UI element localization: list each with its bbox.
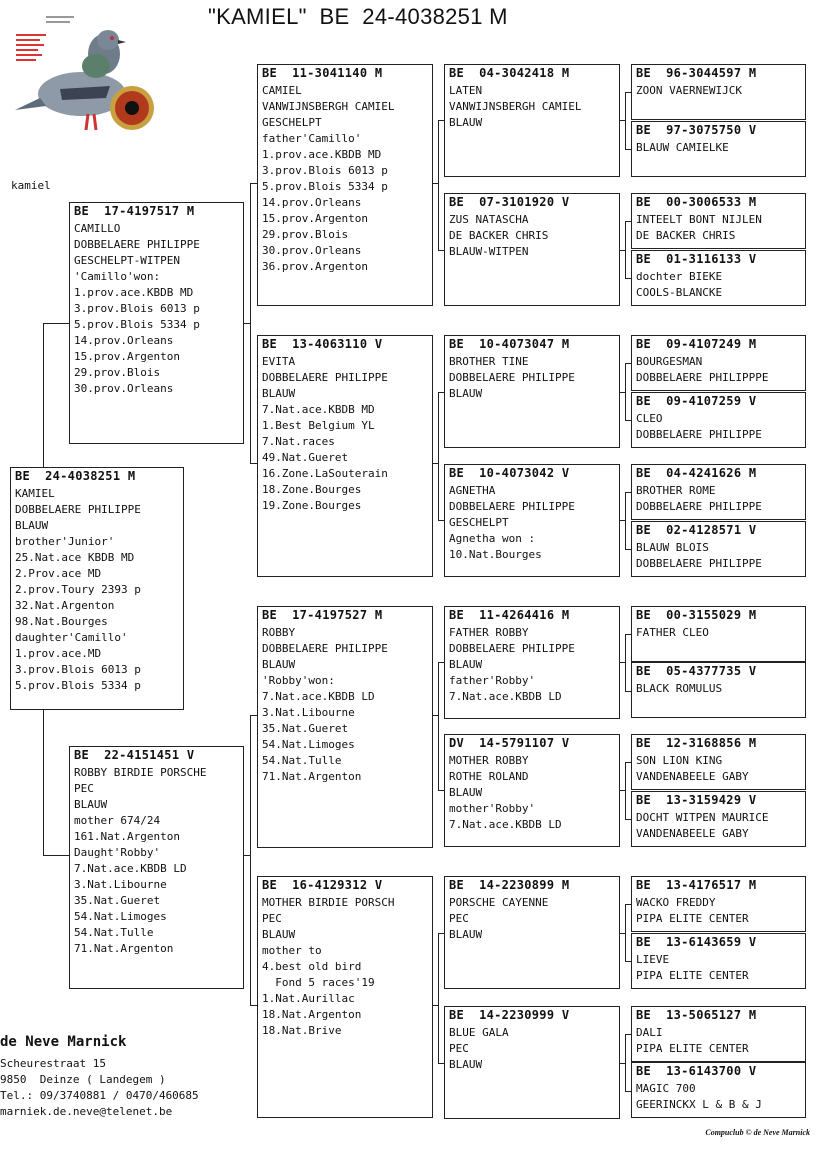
card-details [636, 212, 801, 244]
ring-number: BE 13-4176517 M [636, 878, 757, 892]
detail-line: 'Camillo'won: [74, 270, 161, 283]
detail-line: 71.Nat.Argenton [74, 942, 174, 955]
detail-line: BLAUW [262, 387, 296, 400]
detail-line: BROTHER TINE [449, 355, 529, 368]
breeder-street: Scheurestraat 15 [0, 1057, 106, 1070]
pedigree-card-ancestor [631, 734, 806, 790]
detail-line: 3.prov.Blois 6013 p [15, 663, 141, 676]
connector [438, 662, 439, 790]
card-details [262, 83, 428, 275]
detail-line: 14.prov.Orleans [262, 196, 362, 209]
detail-line: 7.Nat.races [262, 435, 335, 448]
connector [43, 710, 44, 855]
connector [438, 120, 439, 250]
connector [625, 492, 626, 549]
detail-line: 1.Best Belgium YL [262, 419, 375, 432]
detail-line: BLAUW [449, 658, 483, 671]
detail-line: GESCHELPT [449, 516, 509, 529]
detail-line: 18.Zone.Bourges [262, 483, 362, 496]
ring-number: BE 13-6143659 V [636, 935, 757, 949]
pedigree-card-ancestor [631, 933, 806, 989]
connector [250, 715, 251, 1005]
detail-line: Fond 5 races'19 [262, 976, 375, 989]
pedigree-card-great-grandparent [444, 335, 620, 448]
detail-line: DOBBELAERE PHILIPPE [74, 238, 200, 251]
detail-line: MAGIC 700 [636, 1082, 696, 1095]
connector [250, 183, 251, 463]
detail-line: DOBBELAERE PHILIPPE [636, 428, 762, 441]
detail-line: 29.prov.Blois [74, 366, 161, 379]
connector [625, 221, 626, 278]
detail-line: 1.prov.ace.MD [15, 647, 102, 660]
detail-line: father'Camillo' [262, 132, 362, 145]
pedigree-card-grandparent [257, 64, 433, 306]
detail-line: 3.prov.Blois 6013 p [262, 164, 388, 177]
detail-line: 18.Nat.Argenton [262, 1008, 362, 1021]
ring-number: BE 09-4107259 V [636, 394, 757, 408]
detail-line: DOBBELAERE PHILIPPE [15, 503, 141, 516]
detail-line: LATEN [449, 84, 483, 97]
detail-line: KAMIEL [15, 487, 55, 500]
detail-line: 161.Nat.Argenton [74, 830, 180, 843]
detail-line: 14.prov.Orleans [74, 334, 174, 347]
pedigree-card-ancestor [631, 1006, 806, 1062]
detail-line: GESCHELPT [262, 116, 322, 129]
detail-line: Agnetha won : [449, 532, 536, 545]
detail-line: 54.Nat.Tulle [262, 754, 342, 767]
detail-line: BLAUW-WITPEN [449, 245, 529, 258]
ring-number: BE 22-4151451 V [74, 748, 195, 762]
card-details [636, 952, 801, 984]
detail-line: BLAUW [262, 658, 296, 671]
ring-number: BE 09-4107249 M [636, 337, 757, 351]
detail-line: PEC [262, 912, 282, 925]
ring-number: BE 02-4128571 V [636, 523, 757, 537]
ring-number: BE 96-3044597 M [636, 66, 757, 80]
detail-line: DOBBELAERE PHILIPPE [449, 371, 575, 384]
pedigree-card-great-grandparent [444, 606, 620, 719]
ring-number: BE 24-4038251 M [15, 469, 136, 483]
detail-line: 10.Nat.Bourges [449, 548, 542, 561]
ring-number: BE 11-4264416 M [449, 608, 570, 622]
card-details [636, 140, 801, 156]
ring-number: BE 00-3006533 M [636, 195, 757, 209]
detail-line: ROBBY [262, 626, 296, 639]
card-details [262, 625, 428, 785]
detail-line: ROTHE ROLAND [449, 770, 529, 783]
detail-line: DOCHT WITPEN MAURICE [636, 811, 769, 824]
ring-number: BE 05-4377735 V [636, 664, 757, 678]
detail-line: 2.Prov.ace MD [15, 567, 102, 580]
ring-number: BE 13-3159429 V [636, 793, 757, 807]
card-details [262, 895, 428, 1039]
pedigree-card-ancestor [631, 662, 806, 718]
detail-line: 25.Nat.ace KBDB MD [15, 551, 135, 564]
copyright-credit: Compuclub © de Neve Marnick [705, 1128, 810, 1137]
detail-line: 7.Nat.ace.KBDB LD [449, 690, 562, 703]
detail-line: 30.prov.Orleans [262, 244, 362, 257]
breeder-info [0, 1034, 199, 1120]
detail-line: VANDENABEELE GABY [636, 770, 749, 783]
detail-line: BLUE GALA [449, 1026, 509, 1039]
detail-line: PIPA ELITE CENTER [636, 1042, 749, 1055]
detail-line: 54.Nat.Tulle [74, 926, 154, 939]
card-details [636, 483, 801, 515]
detail-line: 4.best old bird [262, 960, 362, 973]
connector [625, 762, 626, 819]
detail-line: 19.Zone.Bourges [262, 499, 362, 512]
card-details [449, 625, 615, 705]
card-details [636, 1081, 801, 1113]
detail-line: 3.prov.Blois 6013 p [74, 302, 200, 315]
card-details [636, 269, 801, 301]
detail-line: ZOON VAERNEWIJCK [636, 84, 742, 97]
detail-line: DOBBELAERE PHILIPPE [449, 642, 575, 655]
detail-line: DOBBELAERE PHILIPPE [262, 642, 388, 655]
pedigree-card-ancestor [631, 392, 806, 448]
pedigree-card-ancestor [631, 791, 806, 847]
ring-number: BE 00-3155029 M [636, 608, 757, 622]
detail-line: DE BACKER CHRIS [449, 229, 549, 242]
ring-number: BE 14-2230999 V [449, 1008, 570, 1022]
detail-line: PIPA ELITE CENTER [636, 912, 749, 925]
card-details [636, 83, 801, 99]
detail-line: DOBBELAERE PHILIPPE [449, 500, 575, 513]
card-details [636, 540, 801, 572]
connector [625, 92, 626, 149]
detail-line: BLAUW [449, 786, 483, 799]
detail-line: PORSCHE CAYENNE [449, 896, 549, 909]
connector [43, 855, 70, 856]
detail-line: BLAUW [262, 928, 296, 941]
ring-number: BE 11-3041140 M [262, 66, 383, 80]
detail-line: ROBBY BIRDIE PORSCHE [74, 766, 207, 779]
detail-line: VANDENABEELE GABY [636, 827, 749, 840]
detail-line: 35.Nat.Gueret [262, 722, 349, 735]
detail-line: MOTHER BIRDIE PORSCH [262, 896, 395, 909]
connector [43, 323, 44, 468]
detail-line: 3.Nat.Libourne [262, 706, 355, 719]
card-details [636, 354, 801, 386]
detail-line: mother'Robby' [449, 802, 536, 815]
pedigree-card-great-grandparent [444, 734, 620, 847]
detail-line: CLEO [636, 412, 663, 425]
ring-number: BE 17-4197517 M [74, 204, 195, 218]
detail-line: PEC [449, 1042, 469, 1055]
breeder-name: de Neve Marnick [0, 1034, 127, 1050]
pedigree-card-ancestor [631, 521, 806, 577]
breeder-phone: Tel.: 09/3740881 / 0470/460685 [0, 1089, 199, 1102]
pedigree-card-ancestor [631, 876, 806, 932]
pedigree-card-ancestor [631, 606, 806, 662]
detail-line: AGNETHA [449, 484, 496, 497]
detail-line: 54.Nat.Limoges [262, 738, 355, 751]
ring-number: BE 07-3101920 V [449, 195, 570, 209]
detail-line: dochter BIEKE [636, 270, 723, 283]
detail-line: DALI [636, 1026, 663, 1039]
detail-line: 32.Nat.Argenton [15, 599, 115, 612]
ring-number: BE 13-4063110 V [262, 337, 383, 351]
detail-line: BLAUW [449, 116, 483, 129]
detail-line: 7.Nat.ace.KBDB LD [449, 818, 562, 831]
connector [625, 904, 626, 961]
detail-line: DOBBELAERE PHILIPPE [636, 557, 762, 570]
detail-line: daughter'Camillo' [15, 631, 128, 644]
detail-line: 15.prov.Argenton [262, 212, 368, 225]
detail-line: 71.Nat.Argenton [262, 770, 362, 783]
detail-line: SON LION KING [636, 754, 723, 767]
detail-line: 7.Nat.ace.KBDB LD [262, 690, 375, 703]
detail-line: BLAUW [449, 387, 483, 400]
detail-line: CAMILLO [74, 222, 121, 235]
ring-number: BE 04-4241626 M [636, 466, 757, 480]
card-details [636, 810, 801, 842]
detail-line: DOBBELAERE PHILIPPPE [636, 371, 769, 384]
ring-number: BE 13-6143700 V [636, 1064, 757, 1078]
detail-line: GEERINCKX L & B & J [636, 1098, 762, 1111]
detail-line: BOURGESMAN [636, 355, 703, 368]
card-details [449, 354, 615, 402]
pedigree-card-ancestor [631, 335, 806, 391]
pedigree-card-mother [69, 746, 244, 989]
detail-line: father'Robby' [449, 674, 536, 687]
card-details [636, 625, 801, 641]
eye-image [110, 86, 154, 130]
ring-number: BE 01-3116133 V [636, 252, 757, 266]
detail-line: 5.prov.Blois 5334 p [15, 679, 141, 692]
pedigree-card-great-grandparent [444, 1006, 620, 1119]
detail-line: GESCHELPT-WITPEN [74, 254, 180, 267]
ring-number: BE 13-5065127 M [636, 1008, 757, 1022]
detail-line: LIEVE [636, 953, 670, 966]
detail-line: mother 674/24 [74, 814, 161, 827]
pedigree-card-ancestor [631, 193, 806, 249]
breeder-email[interactable]: marniek.de.neve@telenet.be [0, 1105, 173, 1118]
detail-line: 7.Nat.ace.KBDB LD [74, 862, 187, 875]
ring-number: BE 12-3168856 M [636, 736, 757, 750]
card-details [74, 221, 239, 397]
pedigree-card-great-grandparent [444, 876, 620, 989]
detail-line: mother to [262, 944, 322, 957]
ring-number: BE 04-3042418 M [449, 66, 570, 80]
connector [43, 323, 70, 324]
detail-line: BLAUW [74, 798, 108, 811]
ring-number: DV 14-5791107 V [449, 736, 570, 750]
ring-number: BE 10-4073047 M [449, 337, 570, 351]
card-details [636, 753, 801, 785]
detail-line: ZUS NATASCHA [449, 213, 529, 226]
detail-line: BLAUW CAMIELKE [636, 141, 729, 154]
card-details [449, 895, 615, 943]
detail-line: PIPA ELITE CENTER [636, 969, 749, 982]
connector [438, 392, 439, 520]
detail-line: BLAUW [15, 519, 49, 532]
connector [625, 634, 626, 691]
card-details [449, 753, 615, 833]
detail-line: DE BACKER CHRIS [636, 229, 736, 242]
ring-number: BE 17-4197527 M [262, 608, 383, 622]
connector [243, 855, 250, 856]
connector [438, 933, 439, 1063]
detail-line: MOTHER ROBBY [449, 754, 529, 767]
detail-line: WACKO FREDDY [636, 896, 716, 909]
card-details [449, 83, 615, 131]
ring-number: BE 97-3075750 V [636, 123, 757, 137]
detail-line: 1.prov.ace.KBDB MD [74, 286, 194, 299]
connector [625, 363, 626, 420]
pigeon-photo [10, 14, 160, 134]
detail-line: 2.prov.Toury 2393 p [15, 583, 141, 596]
detail-line: PEC [449, 912, 469, 925]
pigeon-label: kamiel [11, 179, 51, 192]
detail-line: COOLS-BLANCKE [636, 286, 723, 299]
detail-line: BROTHER ROME [636, 484, 716, 497]
detail-line: PEC [74, 782, 94, 795]
card-details [74, 765, 239, 957]
detail-line: 1.Nat.Aurillac [262, 992, 355, 1005]
detail-line: 16.Zone.LaSouterain [262, 467, 388, 480]
detail-line: BLAUW [449, 928, 483, 941]
logo-text [16, 16, 74, 61]
pedigree-card-great-grandparent [444, 64, 620, 177]
page-title: "KAMIEL" BE 24-4038251 M [208, 4, 508, 29]
pedigree-card-father [69, 202, 244, 444]
pedigree-card-subject [10, 467, 184, 710]
pedigree-card-ancestor [631, 121, 806, 177]
card-details [449, 1025, 615, 1073]
card-details [262, 354, 428, 514]
pedigree-card-great-grandparent [444, 464, 620, 577]
detail-line: 'Robby'won: [262, 674, 335, 687]
detail-line: 15.prov.Argenton [74, 350, 180, 363]
pedigree-card-ancestor [631, 250, 806, 306]
detail-line: VANWIJNSBERGH CAMIEL [449, 100, 582, 113]
ring-number: BE 16-4129312 V [262, 878, 383, 892]
detail-line: 98.Nat.Bourges [15, 615, 108, 628]
pedigree-card-ancestor [631, 64, 806, 120]
detail-line: brother'Junior' [15, 535, 115, 548]
connector [625, 1034, 626, 1091]
detail-line: 29.prov.Blois [262, 228, 349, 241]
detail-line: DOBBELAERE PHILIPPE [636, 500, 762, 513]
detail-line: FATHER CLEO [636, 626, 709, 639]
pedigree-card-grandparent [257, 335, 433, 577]
detail-line: 18.Nat.Brive [262, 1024, 342, 1037]
pedigree-card-grandparent [257, 606, 433, 848]
detail-line: CAMIEL [262, 84, 302, 97]
detail-line: Daught'Robby' [74, 846, 161, 859]
detail-line: 54.Nat.Limoges [74, 910, 167, 923]
pedigree-card-ancestor [631, 1062, 806, 1118]
connector [243, 323, 250, 324]
detail-line: 36.prov.Argenton [262, 260, 368, 273]
pedigree-card-ancestor [631, 464, 806, 520]
ring-number: BE 14-2230899 M [449, 878, 570, 892]
card-details [636, 411, 801, 443]
detail-line: BLAUW [449, 1058, 483, 1071]
detail-line: 30.prov.Orleans [74, 382, 174, 395]
detail-line: VANWIJNSBERGH CAMIEL [262, 100, 395, 113]
breeder-city: 9850 Deinze ( Landegem ) [0, 1073, 166, 1086]
detail-line: 49.Nat.Gueret [262, 451, 349, 464]
detail-line: 35.Nat.Gueret [74, 894, 161, 907]
detail-line: DOBBELAERE PHILIPPE [262, 371, 388, 384]
card-details [636, 681, 801, 697]
detail-line: 5.prov.Blois 5334 p [262, 180, 388, 193]
detail-line: 1.prov.ace.KBDB MD [262, 148, 382, 161]
detail-line: BLAUW BLOIS [636, 541, 709, 554]
pedigree-card-grandparent [257, 876, 433, 1118]
card-details [636, 895, 801, 927]
card-details [449, 483, 615, 563]
detail-line: 5.prov.Blois 5334 p [74, 318, 200, 331]
card-details [15, 486, 179, 694]
card-details [449, 212, 615, 260]
pedigree-card-great-grandparent [444, 193, 620, 306]
detail-line: BLACK ROMULUS [636, 682, 723, 695]
ring-number: BE 10-4073042 V [449, 466, 570, 480]
detail-line: 3.Nat.Libourne [74, 878, 167, 891]
card-details [636, 1025, 801, 1057]
detail-line: 7.Nat.ace.KBDB MD [262, 403, 375, 416]
detail-line: EVITA [262, 355, 296, 368]
detail-line: FATHER ROBBY [449, 626, 529, 639]
detail-line: INTEELT BONT NIJLEN [636, 213, 762, 226]
